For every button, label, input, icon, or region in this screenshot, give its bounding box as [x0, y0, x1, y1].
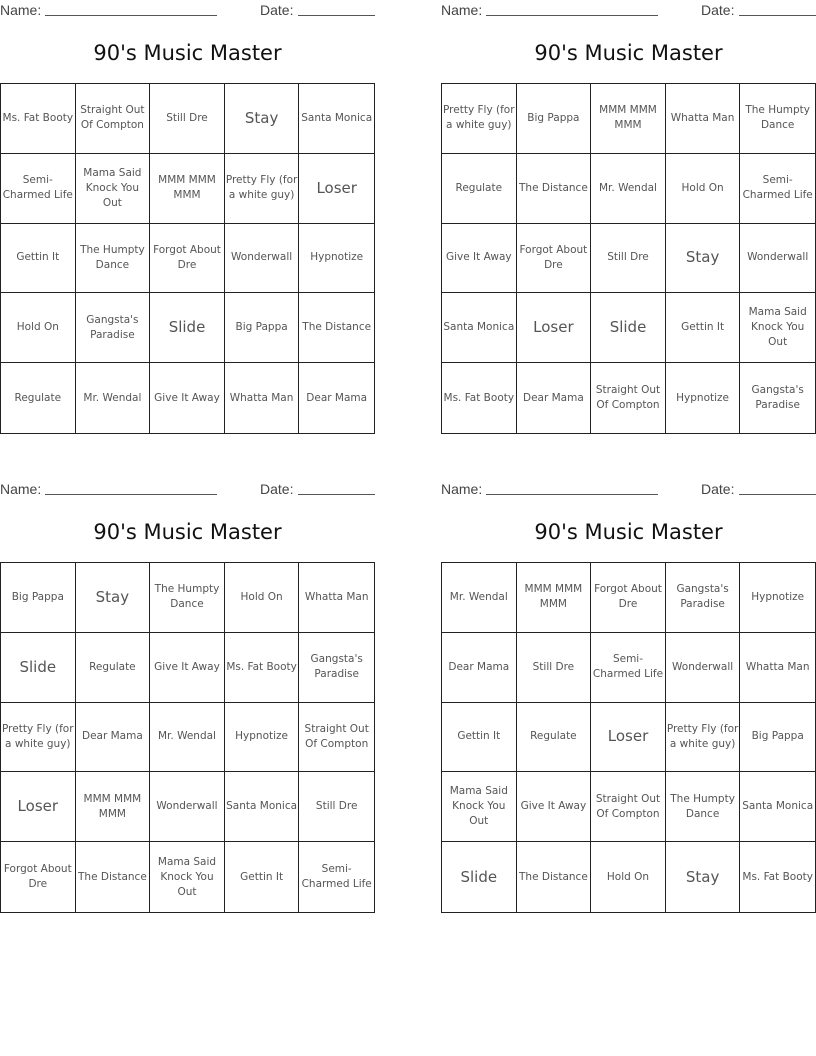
bingo-cell: Semi-Charmed Life: [740, 154, 815, 224]
bingo-cell: The Distance: [299, 293, 374, 363]
bingo-cell: Loser: [299, 154, 374, 224]
bingo-card: [441, 479, 816, 914]
card-title: 90's Music Master: [534, 41, 723, 65]
date-label: Date:: [260, 2, 294, 18]
bingo-cell: Loser: [517, 293, 592, 363]
card-title: 90's Music Master: [93, 41, 282, 65]
bingo-cell: Hypnotize: [740, 563, 815, 633]
name-field[interactable]: [486, 15, 658, 16]
bingo-cell: Wonderwall: [740, 224, 815, 294]
bingo-card: [0, 479, 375, 914]
bingo-cell: Straight Out Of Compton: [76, 84, 151, 154]
bingo-cell: Stay: [225, 84, 300, 154]
date-field[interactable]: [739, 494, 816, 495]
bingo-cell: Forgot About Dre: [150, 224, 225, 294]
bingo-cell: Loser: [1, 772, 76, 842]
bingo-cell: Pretty Fly (for a white guy): [1, 703, 76, 773]
name-field[interactable]: [45, 494, 217, 495]
bingo-cell: Mr. Wendal: [76, 363, 151, 433]
bingo-cell: The Humpty Dance: [666, 772, 741, 842]
bingo-cell: Hold On: [666, 154, 741, 224]
bingo-cell: The Distance: [517, 154, 592, 224]
bingo-cell: Whatta Man: [740, 633, 815, 703]
bingo-cell: The Distance: [517, 842, 592, 912]
name-field[interactable]: [45, 15, 217, 16]
bingo-cell: Hypnotize: [666, 363, 741, 433]
bingo-cell: Mr. Wendal: [591, 154, 666, 224]
bingo-cell: Forgot About Dre: [517, 224, 592, 294]
bingo-cell: Big Pappa: [517, 84, 592, 154]
name-label: Name:: [0, 2, 42, 18]
bingo-cell: Mr. Wendal: [442, 563, 517, 633]
bingo-cell: Mama Said Knock You Out: [442, 772, 517, 842]
name-field[interactable]: [486, 494, 658, 495]
bingo-cell: Ms. Fat Booty: [225, 633, 300, 703]
card-title: 90's Music Master: [93, 520, 282, 544]
bingo-cell: MMM MMM MMM: [591, 84, 666, 154]
bingo-cell: Mr. Wendal: [150, 703, 225, 773]
bingo-cell: Gettin It: [225, 842, 300, 912]
bingo-cell: Semi-Charmed Life: [301, 863, 372, 891]
bingo-grid: [441, 83, 816, 434]
bingo-cell: Give It Away: [517, 772, 592, 842]
bingo-cell: Mama Said Knock You Out: [76, 154, 151, 224]
bingo-cell: Regulate: [76, 633, 151, 703]
date-label: Date:: [260, 481, 294, 497]
bingo-cell: Pretty Fly (for a white guy): [442, 84, 517, 154]
bingo-cell: Mama Said Knock You Out: [150, 842, 225, 912]
bingo-cell: Whatta Man: [299, 563, 374, 633]
bingo-cell: Pretty Fly (for a white guy): [225, 154, 300, 224]
name-label: Name:: [441, 481, 483, 497]
bingo-cell: MMM MMM MMM: [517, 563, 592, 633]
bingo-cell: Santa Monica: [740, 772, 815, 842]
bingo-cell: Regulate: [517, 703, 592, 773]
date-field[interactable]: [298, 15, 375, 16]
bingo-grid: [0, 562, 375, 913]
bingo-cell: Hold On: [225, 563, 300, 633]
card-header: [0, 0, 375, 20]
bingo-cell: Wonderwall: [150, 772, 225, 842]
bingo-grid: [0, 83, 375, 434]
bingo-cell: Santa Monica: [225, 772, 300, 842]
bingo-cell: Mama Said Knock You Out: [740, 293, 815, 363]
bingo-cell: Still Dre: [150, 84, 225, 154]
bingo-cell: MMM MMM MMM: [150, 154, 225, 224]
name-label: Name:: [441, 2, 483, 18]
bingo-cell: Big Pappa: [740, 703, 815, 773]
bingo-cell: Dear Mama: [306, 391, 368, 404]
bingo-cell: Wonderwall: [225, 224, 300, 294]
bingo-cell: The Distance: [76, 842, 151, 912]
bingo-cell: Still Dre: [299, 772, 374, 842]
bingo-cell: Forgot About Dre: [1, 842, 76, 912]
bingo-cell: Loser: [591, 703, 666, 773]
bingo-cell: Semi-Charmed Life: [591, 633, 666, 703]
bingo-cell: Big Pappa: [225, 293, 300, 363]
bingo-cell: Gangsta's Paradise: [299, 633, 374, 703]
card-header: [441, 479, 816, 499]
bingo-cell: Semi-Charmed Life: [1, 154, 76, 224]
bingo-cell: Gettin It: [442, 703, 517, 773]
bingo-cell: Santa Monica: [442, 293, 517, 363]
bingo-cell: Slide: [150, 293, 225, 363]
bingo-cell: Give It Away: [442, 224, 517, 294]
card-title: 90's Music Master: [534, 520, 723, 544]
bingo-cell: Ms. Fat Booty: [742, 870, 813, 883]
date-field[interactable]: [298, 494, 375, 495]
bingo-cell: Gangsta's Paradise: [666, 563, 741, 633]
bingo-cell: Stay: [666, 224, 741, 294]
bingo-cell: Dear Mama: [442, 633, 517, 703]
bingo-cell: Still Dre: [517, 633, 592, 703]
bingo-cell: Straight Out Of Compton: [299, 703, 374, 773]
bingo-cell: Regulate: [1, 363, 76, 433]
bingo-cell: Pretty Fly (for a white guy): [666, 703, 741, 773]
bingo-card: [441, 0, 816, 435]
date-label: Date:: [701, 481, 735, 497]
bingo-cell: Hypnotize: [225, 703, 300, 773]
card-header: [441, 0, 816, 20]
bingo-card: [0, 0, 375, 435]
bingo-cell: Straight Out Of Compton: [591, 363, 666, 433]
bingo-cell: The Humpty Dance: [740, 84, 815, 154]
bingo-cell: Straight Out Of Compton: [591, 772, 666, 842]
bingo-cell: Wonderwall: [666, 633, 741, 703]
bingo-cell: Give It Away: [150, 363, 225, 433]
bingo-cell: Forgot About Dre: [591, 563, 666, 633]
bingo-cell: Slide: [1, 633, 76, 703]
bingo-cell: Ms. Fat Booty: [1, 84, 76, 154]
bingo-cell: Still Dre: [591, 224, 666, 294]
bingo-cell: Stay: [76, 563, 151, 633]
bingo-cell: Ms. Fat Booty: [442, 363, 517, 433]
bingo-cell: Hold On: [591, 842, 666, 912]
bingo-cell: Hypnotize: [299, 224, 374, 294]
date-field[interactable]: [739, 15, 816, 16]
bingo-cell: Dear Mama: [517, 363, 592, 433]
name-label: Name:: [0, 481, 42, 497]
bingo-cell: Gangsta's Paradise: [751, 384, 804, 412]
bingo-cell: Gettin It: [666, 293, 741, 363]
bingo-cell: Regulate: [442, 154, 517, 224]
bingo-cell: Santa Monica: [299, 84, 374, 154]
date-label: Date:: [701, 2, 735, 18]
bingo-cell: Big Pappa: [1, 563, 76, 633]
card-header: [0, 479, 375, 499]
bingo-cell: The Humpty Dance: [150, 563, 225, 633]
bingo-cell: Stay: [666, 842, 741, 912]
bingo-cell: Gettin It: [1, 224, 76, 294]
bingo-cell: Slide: [442, 842, 517, 912]
bingo-cell: Whatta Man: [666, 84, 741, 154]
bingo-cell: Gangsta's Paradise: [76, 293, 151, 363]
bingo-grid: [441, 562, 816, 913]
bingo-cell: The Humpty Dance: [76, 224, 151, 294]
bingo-cell: Whatta Man: [225, 363, 300, 433]
bingo-cell: Slide: [591, 293, 666, 363]
bingo-cell: Give It Away: [150, 633, 225, 703]
bingo-cell: Hold On: [1, 293, 76, 363]
bingo-cell: Dear Mama: [76, 703, 151, 773]
bingo-cell: MMM MMM MMM: [76, 772, 151, 842]
